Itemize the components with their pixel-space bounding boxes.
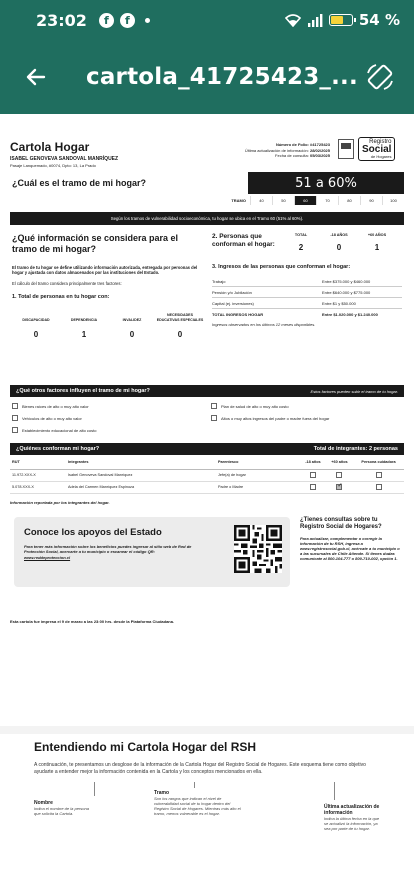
members-title: ¿Quiénes conforman mi hogar? <box>16 446 100 452</box>
factors-title: ¿Qué otros factores influyen el tramo de mi hogar? <box>16 388 150 394</box>
checkbox <box>211 415 217 421</box>
income-total-row <box>212 309 402 320</box>
col-under-18: -18 años <box>300 455 326 469</box>
count-label: DEPENDENCIA <box>70 317 98 322</box>
rotate-screen-button[interactable] <box>358 55 402 99</box>
income-row <box>212 298 402 309</box>
income-value: Entre $375.000 y $460.000 <box>322 278 371 284</box>
folio-meta <box>245 142 330 159</box>
income-value: Entre $640.000 y $775.000 <box>322 289 371 295</box>
col-parentesco: Parentesco <box>216 455 300 469</box>
holder-address: Pasaje Lanquemado, #0074, Dpto: 13, La Prado <box>10 163 96 168</box>
holder-name: ISABEL GENOVEVA SANDOVAL MANRÍQUEZ <box>10 156 119 162</box>
info-question: ¿Qué información se considera para el tramo de mi hogar? <box>12 233 179 254</box>
members-note: Información reportada por los integrantes del hogar. <box>10 499 110 505</box>
table-row <box>10 481 404 493</box>
persons-col-label: +60 AÑOS <box>367 233 387 237</box>
factors-section <box>10 385 404 439</box>
col-over-60: +60 años <box>326 455 353 469</box>
tramo-section <box>10 172 404 204</box>
diagram-label-tramo <box>154 790 244 816</box>
diagram-label-nombre <box>34 800 94 816</box>
checkbox <box>12 415 18 421</box>
folio-value: #41725423 <box>309 142 330 147</box>
factor-item <box>211 412 402 424</box>
consult-title: ¿Tienes consultas sobre tu Registro Social de Hogares? <box>300 516 382 530</box>
arrow-left-icon <box>24 65 48 89</box>
persons-title: 2. Personas que conforman el hogar: <box>212 233 275 248</box>
members-total: Total de integrantes: 2 personas <box>313 446 398 452</box>
checkbox-checked <box>336 484 342 490</box>
persons-col-value: 1 <box>374 243 380 252</box>
income-total-value: Entre $1.020.000 y $1.240.000 <box>322 312 378 317</box>
member-name: Isabel Genoveva Sandoval Manríquez <box>66 469 216 481</box>
more-notifications-dot-icon <box>145 18 150 23</box>
factor-label: Vehículos de alto o muy alto valor <box>22 415 82 421</box>
member-relation: Jefe(a) de hogar <box>216 469 300 481</box>
consult-date-value: 05/03/2025 <box>309 153 330 158</box>
info-paragraph-2: El cálculo del tramo considera principalmente tres factores: <box>12 281 122 286</box>
checkbox <box>12 427 18 433</box>
income-label: Capital (ej. inversiones) <box>212 300 254 306</box>
member-name: Adela del Carmen Manríquez Espinoza <box>66 481 216 493</box>
member-rut: 5.078.XXX-X <box>10 481 66 493</box>
info-right <box>212 233 402 327</box>
app-bar <box>0 40 414 114</box>
factor-item <box>12 424 203 436</box>
members-table <box>10 455 404 494</box>
logo-line-3: de Hogares <box>370 154 392 159</box>
tramo-question: ¿Cuál es el tramo de mi hogar? <box>12 178 147 188</box>
diagram-label-desc: Indica la última fecha en la que se actualizó la información, ya sea por parte de tu hogar. <box>324 816 380 831</box>
persons-col <box>320 233 358 252</box>
factor-label: Plan de salud de alto o muy alto costo <box>221 403 289 409</box>
status-time: 23:02 <box>36 10 87 30</box>
tramo-scale-cell: 90 <box>360 196 382 205</box>
pdf-page-1 <box>0 114 414 726</box>
battery-percent: 54 % <box>358 11 400 29</box>
consult-section <box>300 517 400 561</box>
member-rut: 11.972.XXX-X <box>10 469 66 481</box>
factor-item <box>12 400 203 412</box>
income-row <box>212 276 402 287</box>
persons-counts <box>12 308 204 339</box>
count-item <box>108 308 156 339</box>
members-header-row <box>10 455 404 469</box>
persons-summary <box>212 233 402 252</box>
tramo-scale-cell: 80 <box>338 196 360 205</box>
support-link[interactable]: www.reddeproteccion.cl <box>24 554 71 560</box>
count-item <box>60 308 108 339</box>
factor-label: Altos o muy altos ingresos del padre o madre fuera del hogar <box>221 415 330 421</box>
cartola-title: Cartola Hogar <box>10 140 90 154</box>
factors-bar <box>10 385 404 397</box>
diagram-line <box>334 782 335 800</box>
qr-code-icon <box>234 525 282 573</box>
members-bar <box>10 443 404 455</box>
consult-text: Para actualizar, complementar o corregir la información de tu RSH, ingresa a www.registrosocial.gob.cl, acércate a tu municipio o a las sucursales de Chile Atiende. Si tienes dudas comunícate al 800-104-777 o 800-710-002, opción 1. <box>300 535 400 561</box>
income-table <box>212 276 402 320</box>
col-rut: RUT <box>10 455 66 469</box>
screen-rotation-icon <box>365 62 395 92</box>
cartola-header <box>10 114 404 168</box>
member-over-60 <box>326 469 353 481</box>
printed-note: Esta cartola fue impresa el 9 de marzo a las 23:00 hrs. desde la Plataforma Ciudadana. <box>10 618 175 624</box>
count-value: 0 <box>177 330 183 339</box>
factors-list <box>10 397 404 439</box>
support-card <box>14 517 290 587</box>
income-title: 3. Ingresos de las personas que conforman el hogar: <box>212 264 351 270</box>
folio-label: Número de Folio: <box>275 142 309 147</box>
factor-item <box>211 400 402 412</box>
updated-label: Última actualización de información: <box>244 147 309 153</box>
diagram-label-title: Tramo <box>154 790 170 796</box>
document-title: cartola_41725423_... <box>86 64 358 90</box>
page2-text: A continuación, te presentamos un desglose de la información de la Cartola Hogar del Registro Social de Hogares. Este esquema tiene como objetivo ayudarte a entender mejor la información contenida en la Cartola y los conceptos mencionados en ella. <box>34 762 366 775</box>
count-value: 0 <box>129 330 135 339</box>
persons-heading: 1. Total de personas en tu hogar con: <box>12 294 110 300</box>
diagram-line <box>94 782 95 796</box>
income-value: Entre $1 y $50.000 <box>322 300 356 306</box>
support-text: Para tener más información sobre los beneficios puedes ingresar al sitio web de Red de Protección Social, acercarte a tu municipio o escanear el código QR: <box>24 543 192 554</box>
status-bar <box>0 0 414 40</box>
members-section <box>10 443 404 505</box>
signal-icon <box>307 14 323 27</box>
battery-icon <box>329 14 353 26</box>
income-label: Pensión y/o Jubilación <box>212 289 252 295</box>
info-section <box>10 233 404 381</box>
income-total-label: TOTAL INGRESOS HOGAR <box>212 312 264 317</box>
tramo-scale-cell-active: 60 <box>294 196 316 205</box>
member-caregiver <box>353 469 404 481</box>
diagram-label-desc: Indica el nombre de la persona que solicita la Cartola. <box>34 806 89 816</box>
updated-value: 28/02/2025 <box>309 147 330 153</box>
count-label: DISCAPACIDAD <box>22 317 50 322</box>
factor-label: Bienes raíces de alto o muy alto valor <box>22 403 89 409</box>
facebook-icon: f <box>99 13 114 28</box>
diagram-label-desc: Son los rangos que indican el nivel de vulnerabilidad social de tu hogar dentro del Registro Social de Hogares. Mientras más alto el tramo, menos vulnerable es el hogar. <box>154 796 241 816</box>
checkbox <box>376 472 382 478</box>
checkbox <box>336 472 342 478</box>
persons-col-label: TOTAL <box>294 233 308 237</box>
government-seal-icon <box>338 139 354 159</box>
tramo-value: 51 a 60% <box>248 172 404 194</box>
diagram-line <box>194 782 195 788</box>
checkbox <box>211 403 217 409</box>
support-title: Conoce los apoyos del Estado <box>24 526 162 538</box>
checkbox <box>376 484 382 490</box>
diagram-label-title: Nombre <box>34 800 53 806</box>
count-value: 0 <box>33 330 39 339</box>
table-row <box>10 469 404 481</box>
tramo-scale-cell: 50 <box>272 196 294 205</box>
notification-icons <box>99 13 150 28</box>
tramo-scale-cell: 100 <box>382 196 404 205</box>
pdf-page-2 <box>0 734 414 879</box>
checkbox <box>310 472 316 478</box>
count-item <box>12 308 60 339</box>
count-value: 1 <box>81 330 87 339</box>
diagram-label-update <box>324 804 380 831</box>
member-over-60 <box>326 481 353 493</box>
back-button[interactable] <box>8 49 64 105</box>
diagram-label-title: Última actualización de información <box>324 804 380 816</box>
persons-col-value: 2 <box>298 243 304 252</box>
member-caregiver <box>353 481 404 493</box>
checkbox <box>12 403 18 409</box>
income-label: Trabajo <box>212 278 226 284</box>
income-note: Ingresos observados en los últimos 12 meses disponibles. <box>212 322 316 327</box>
member-relation: Padre o Madre <box>216 481 300 493</box>
tramo-scale-cell: 70 <box>316 196 338 205</box>
count-label: NECESIDADES EDUCATIVAS ESPECIALES <box>156 313 204 322</box>
checkbox <box>310 484 316 490</box>
tramo-band: Según los tramos de vulnerabilidad socioeconómica, tu hogar se ubica en el Tramo 60 (51% al 60%). <box>10 212 404 225</box>
count-label: INVALIDEZ <box>122 317 142 322</box>
persons-col-label: -18 AÑOS <box>330 233 348 237</box>
factors-subtitle: Estos factores pueden subir el tramo de tu hogar. <box>310 388 398 394</box>
persons-col <box>358 233 396 252</box>
support-row <box>10 517 404 597</box>
wifi-icon <box>285 13 301 27</box>
page2-title: Entendiendo mi Cartola Hogar del RSH <box>34 740 257 754</box>
col-integrantes: Integrantes <box>66 455 216 469</box>
logo-line-2: Social <box>362 144 392 155</box>
pdf-viewer[interactable] <box>0 114 414 879</box>
persons-col <box>282 233 320 252</box>
info-paragraph-1: El tramo de tu hogar se define utilizando información autorizada, entregada por personas del hogar y ajustada con datos almacenados por las instituciones del Estado. <box>12 265 198 275</box>
info-left <box>12 233 204 339</box>
factor-item <box>12 412 203 424</box>
tramo-scale <box>10 196 404 205</box>
consult-date-label: Fecha de consulta: <box>275 153 309 158</box>
status-right <box>285 11 400 29</box>
facebook-icon: f <box>120 13 135 28</box>
page2-diagram <box>34 782 380 842</box>
tramo-scale-label: TRAMO <box>231 198 246 203</box>
rsh-logo-box <box>358 137 395 161</box>
count-item <box>156 308 204 339</box>
income-row <box>212 287 402 298</box>
tramo-scale-cell: 40 <box>250 196 272 205</box>
persons-col-value: 0 <box>336 243 342 252</box>
logo-line-1: Registro <box>369 139 392 145</box>
col-caregiver: Persona cuidadora <box>353 455 404 469</box>
rsh-logo <box>338 136 404 162</box>
member-under-18 <box>300 481 326 493</box>
factor-label: Establecimiento educacional de alto costo <box>22 427 97 433</box>
member-under-18 <box>300 469 326 481</box>
